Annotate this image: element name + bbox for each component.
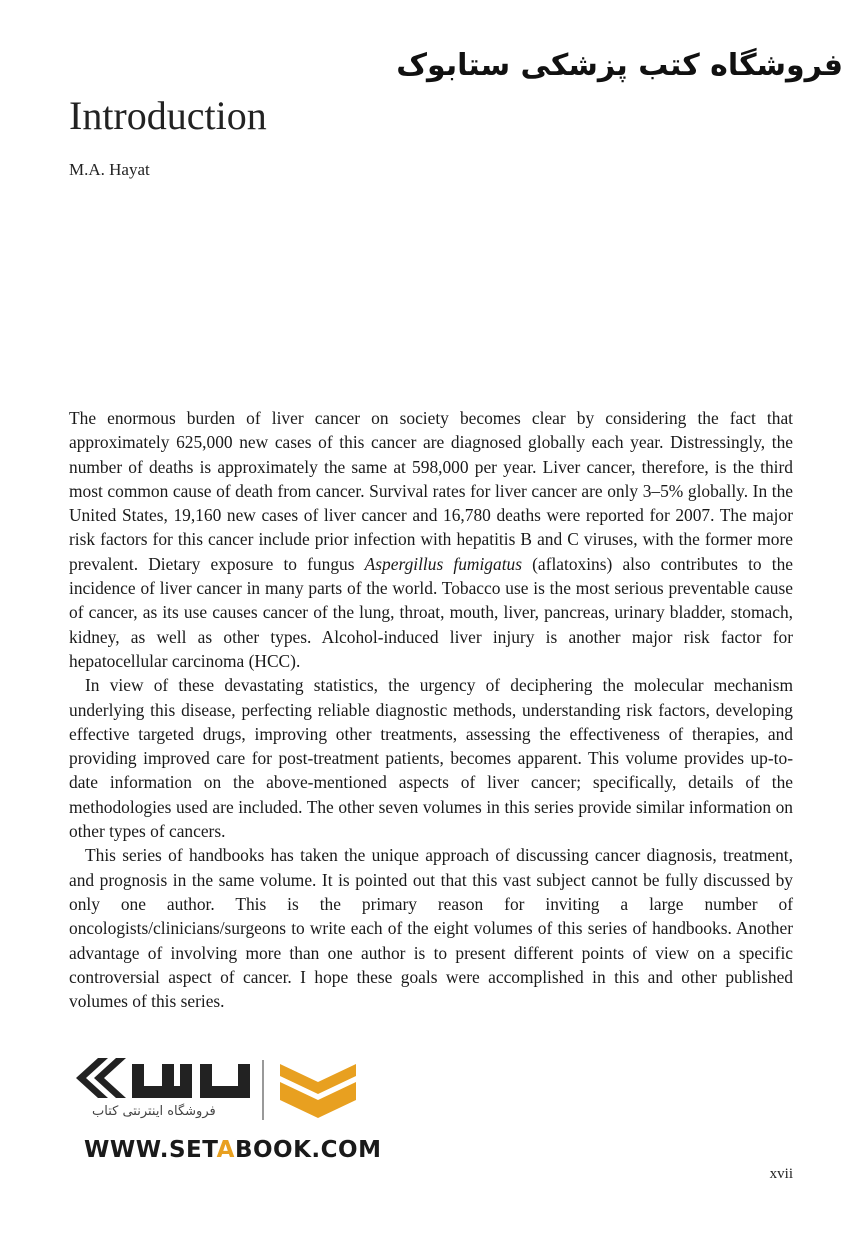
watermark-title: فروشگاه کتب پزشکی ستابوک [396, 48, 843, 83]
author-name: M.A. Hayat [69, 160, 150, 179]
logo-url [84, 1137, 381, 1163]
paragraph-1-part-a: The enormous burden of liver cancer on society becomes clear by considering the fact that approximately 625,000 new cases of this cancer are diagnosed globally each year. Distressingly, the number of deaths is approximately the same at 598,000 per year. Liver cancer, therefore, is the third most common cause of death from cancer. Survival rates for liver cancer are only 3–5% globally. In the United States, 19,160 new cases of liver cancer and 16,780 deaths were reported for 2007. The major risk factors for this cancer include prior infection with hepatitis B and C viruses, with the former more prevalent. Dietary exposure to fungus [69, 408, 793, 574]
paragraph-1 [69, 406, 793, 673]
chapter-title: Introduction [69, 93, 267, 138]
paragraph-3: This series of handbooks has taken the unique approach of discussing cancer diagnosis, treatment, and prognosis in the same volume. It is pointed out that this vast subject cannot be fully discussed by only one author. This is the primary reason for inviting a large number of oncologists/clinicians/surgeons to write each of the eight volumes of this series of handbooks. Another advantage of involving more than one author is to present different points of view on a specific controversial aspect of cancer. I hope these goals were accomplished in this and other published volumes of this series. [69, 845, 793, 1012]
logo-url-highlight: A [216, 1137, 235, 1163]
logo-persian-text: فروشگاه اینترنتی کتاب [92, 1104, 216, 1119]
paragraph-2: In view of these devastating statistics, the urgency of deciphering the molecular mechanism underlying this disease, perfecting reliable diagnostic methods, understanding risk factors, developing effective targeted drugs, improving other treatments, assessing the effectiveness of therapies, and providing improved care for post-treatment patients, becomes apparent. This volume provides up-to-date information on the above-mentioned aspects of liver cancer; specifically, details of the methodologies used are included. The other seven volumes in this series provide similar information on other types of cancers. [69, 675, 793, 842]
logo-url-part-1: WWW.SET [84, 1137, 217, 1163]
logo-url-part-2: BOOK.COM [234, 1137, 382, 1163]
species-name: Aspergillus fumigatus [364, 553, 522, 574]
body-text [69, 406, 793, 1013]
paragraph-1-part-b: (aflatoxins) also contributes to the incidence of liver cancer in many parts of the world. Tobacco use is the most serious preventable cause of cancer, as its use causes cancer of the lung, throat, mouth, liver, pancreas, urinary bladder, stomach, kidney, as well as other types. Alcohol-induced liver injury is another major risk factor for hepatocellular carcinoma (HCC). [69, 553, 793, 671]
page-number: xvii [769, 1166, 793, 1182]
